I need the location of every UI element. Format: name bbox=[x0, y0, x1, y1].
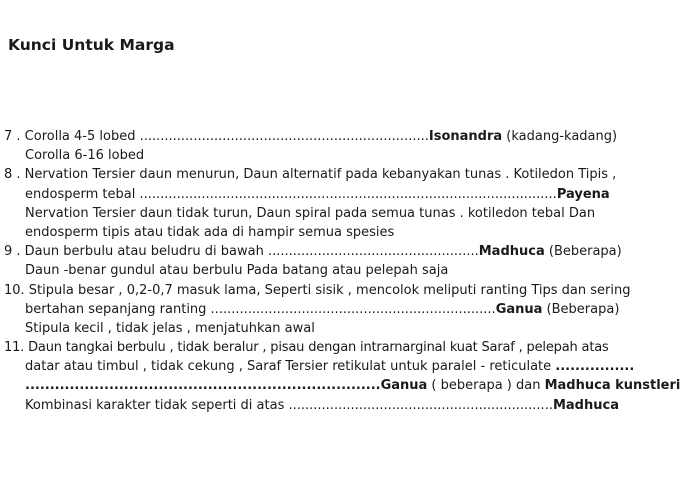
key-line-8b-cont bbox=[0, 223, 636, 242]
genus-ganua: Ganua bbox=[495, 301, 543, 317]
key-text-8a: 8 . Nervation Tersier daun menurun, Daun alternatif pada kebanyakan tunas . Kotiledon Tipis , bbox=[4, 167, 617, 183]
key-line-8a-cont bbox=[0, 185, 636, 204]
genus-isonandra: Isonandra bbox=[428, 129, 503, 144]
note-7a: (kadang-kadang) bbox=[502, 129, 618, 144]
genus-madhuca-kunstleri: Madhuca kunstleri bbox=[544, 378, 680, 394]
key-line-7a bbox=[0, 127, 636, 146]
key-line-10a bbox=[0, 281, 636, 300]
page-title: Kunci Untuk Marga bbox=[8, 36, 175, 54]
key-line-9a bbox=[0, 242, 636, 261]
key-line-7b bbox=[0, 146, 636, 165]
key-line-11b bbox=[0, 396, 636, 415]
key-text-8b-cont: endosperm tipis atau tidak ada di hampir semua spesies bbox=[25, 224, 395, 240]
key-text-9a: 9 . Daun berbulu atau beludru di bawah ................................................... bbox=[4, 244, 479, 260]
dot-leader: ................ bbox=[555, 359, 635, 375]
key-line-11a-result bbox=[0, 376, 680, 395]
key-text-11a: 11. Daun tangkai berbulu , tidak beralur , pisau dengan intrarnarginal kuat Saraf , pelepah atas bbox=[4, 340, 609, 356]
key-text-10a-cont: bertahan sepanjang ranting ..................................................................... bbox=[25, 301, 496, 317]
key-line-11a bbox=[0, 338, 636, 357]
key-line-11a-cont bbox=[0, 357, 636, 376]
key-line-8a bbox=[0, 165, 636, 184]
key-text-9b: Daun -benar gundul atau berbulu Pada batang atau pelepah saja bbox=[25, 263, 449, 279]
genus-payena: Payena bbox=[556, 186, 610, 202]
genus-madhuca: Madhuca bbox=[478, 244, 545, 260]
key-text-10b: Stipula kecil , tidak jelas , menjatuhkan awal bbox=[25, 320, 315, 336]
key-text-10a: 10. Stipula besar , 0,2-0,7 masuk lama, Seperti sisik , mencolok meliputi ranting Tips dan sering bbox=[4, 282, 631, 298]
note-9a: (Beberapa) bbox=[544, 244, 622, 260]
key-line-9b bbox=[0, 261, 636, 280]
key-text-8a-cont: endosperm tebal ..................................................................................................... bbox=[25, 186, 557, 202]
key-text-11b: Kombinasi karakter tidak seperti di atas ................................................................ bbox=[25, 397, 553, 413]
key-text-11a-cont: datar atau timbul , tidak cekung , Saraf Tersier retikulat untuk paralel - reticulate bbox=[25, 359, 556, 375]
key-text-8b: Nervation Tersier daun tidak turun, Daun spiral pada semua tunas . kotiledon tebal Dan bbox=[25, 205, 596, 221]
key-line-10b bbox=[0, 319, 636, 338]
key-line-10a-cont bbox=[0, 300, 636, 319]
genus-madhuca-2: Madhuca bbox=[552, 397, 619, 413]
note-10a: (Beberapa) bbox=[542, 301, 620, 317]
key-line-8b bbox=[0, 204, 636, 223]
note-11a: ( beberapa ) dan bbox=[427, 378, 545, 394]
key-text-7b: Corolla 6-16 lobed bbox=[25, 148, 145, 164]
key-text bbox=[0, 127, 680, 415]
key-text-7a: 7 . Corolla 4-5 lobed ...................................................................... bbox=[4, 129, 429, 144]
genus-ganua-2: ........................................................................Ganua bbox=[25, 378, 428, 394]
